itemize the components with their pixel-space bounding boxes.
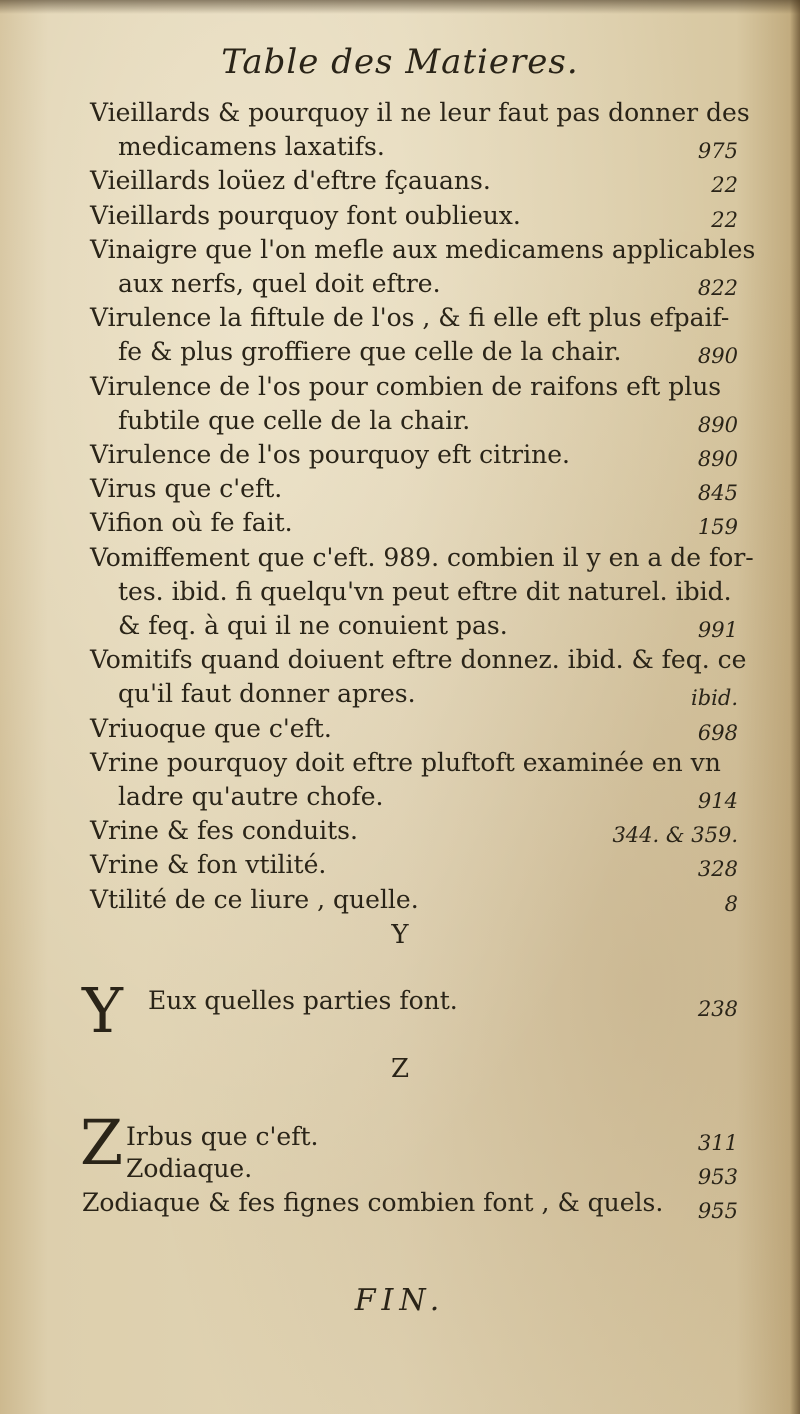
page-reference: ibid. bbox=[691, 686, 738, 710]
index-entry: Virulence la fiftule de l'os , & fi elle eft plus efpaif- bbox=[90, 303, 730, 332]
index-entry: Vieillards & pourquoy il ne leur faut pas donner des bbox=[90, 98, 750, 127]
page-reference: 22 bbox=[711, 208, 738, 232]
page-reference: 890 bbox=[697, 344, 738, 368]
index-entry: aux nerfs, quel doit eftre. bbox=[118, 269, 441, 298]
index-entry: Virulence de l'os pourquoy eft citrine. bbox=[90, 440, 570, 469]
index-entry: medicamens laxatifs. bbox=[118, 132, 385, 161]
dropcap-y: Y bbox=[82, 974, 123, 1047]
dropcap-z: Z bbox=[80, 1106, 124, 1179]
index-entry: qu'il faut donner apres. bbox=[118, 679, 416, 708]
page-reference: 822 bbox=[697, 276, 738, 300]
index-entry: Virus que c'eft. bbox=[90, 474, 283, 503]
page-ref-y: 238 bbox=[697, 997, 738, 1021]
index-entry: Virulence de l'os pour combien de raifons eft plus bbox=[90, 372, 722, 401]
page-reference: 159 bbox=[697, 515, 738, 539]
page-edge-shadow bbox=[790, 0, 800, 1414]
page-ref-z-1: 311 bbox=[697, 1131, 738, 1155]
index-entry: Vrine & fes conduits. bbox=[90, 816, 358, 845]
page-reference: 328 bbox=[697, 857, 738, 881]
page-top-shadow bbox=[0, 0, 800, 14]
index-entry: Vinaigre que l'on mefle aux medicamens applicables bbox=[90, 235, 756, 264]
page-ref-z-3: 955 bbox=[697, 1199, 738, 1223]
index-entry-y: Eux quelles parties font. bbox=[148, 986, 458, 1015]
index-entry: Vrine & fon vtilité. bbox=[90, 850, 327, 879]
running-head: Table des Matieres. bbox=[221, 42, 579, 82]
section-heading-y: Y bbox=[391, 920, 409, 950]
page-reference: 890 bbox=[697, 413, 738, 437]
index-entry: Vomitifs quand doiuent eftre donnez. ibid. & feq. ce bbox=[90, 645, 747, 674]
index-entry: tes. ibid. fi quelqu'vn peut eftre dit naturel. ibid. bbox=[118, 577, 732, 606]
index-entry-z-1: Irbus que c'eft. bbox=[126, 1122, 319, 1151]
page-reference: 22 bbox=[711, 173, 738, 197]
page-reference: 890 bbox=[697, 447, 738, 471]
section-heading-z: Z bbox=[390, 1054, 410, 1084]
index-entry: & feq. à qui il ne conuient pas. bbox=[118, 611, 508, 640]
index-entry: Vrine pourquoy doit eftre pluftoft examinée en vn bbox=[90, 748, 721, 777]
index-entry-z-2: Zodiaque. bbox=[126, 1154, 253, 1183]
page-reference: 991 bbox=[697, 618, 738, 642]
page-reference: 698 bbox=[697, 721, 738, 745]
page-reference: 8 bbox=[724, 892, 738, 916]
index-entry: Vomiffement que c'eft. 989. combien il y en a de for- bbox=[90, 543, 754, 572]
index-entry: Vieillards pourquoy font oublieux. bbox=[90, 201, 521, 230]
index-entry: fubtile que celle de la chair. bbox=[118, 406, 471, 435]
fin-colophon: FIN. bbox=[354, 1283, 446, 1318]
index-entry: Vriuoque que c'eft. bbox=[90, 714, 332, 743]
index-entry: Vifion où fe fait. bbox=[90, 508, 293, 537]
page-reference: 975 bbox=[697, 139, 738, 163]
index-entry-z-3: Zodiaque & fes fignes combien font , & quels. bbox=[82, 1188, 664, 1217]
page-ref-z-2: 953 bbox=[697, 1165, 738, 1189]
page-reference: 845 bbox=[697, 481, 738, 505]
index-entry: fe & plus groffiere que celle de la chair. bbox=[118, 337, 622, 366]
page-reference: 344. & 359. bbox=[612, 823, 738, 847]
index-entry: Vtilité de ce liure , quelle. bbox=[90, 885, 419, 914]
page-reference: 914 bbox=[697, 789, 738, 813]
index-entry: Vieillards loüez d'eftre fçauans. bbox=[90, 166, 491, 195]
index-entry: ladre qu'autre chofe. bbox=[118, 782, 384, 811]
